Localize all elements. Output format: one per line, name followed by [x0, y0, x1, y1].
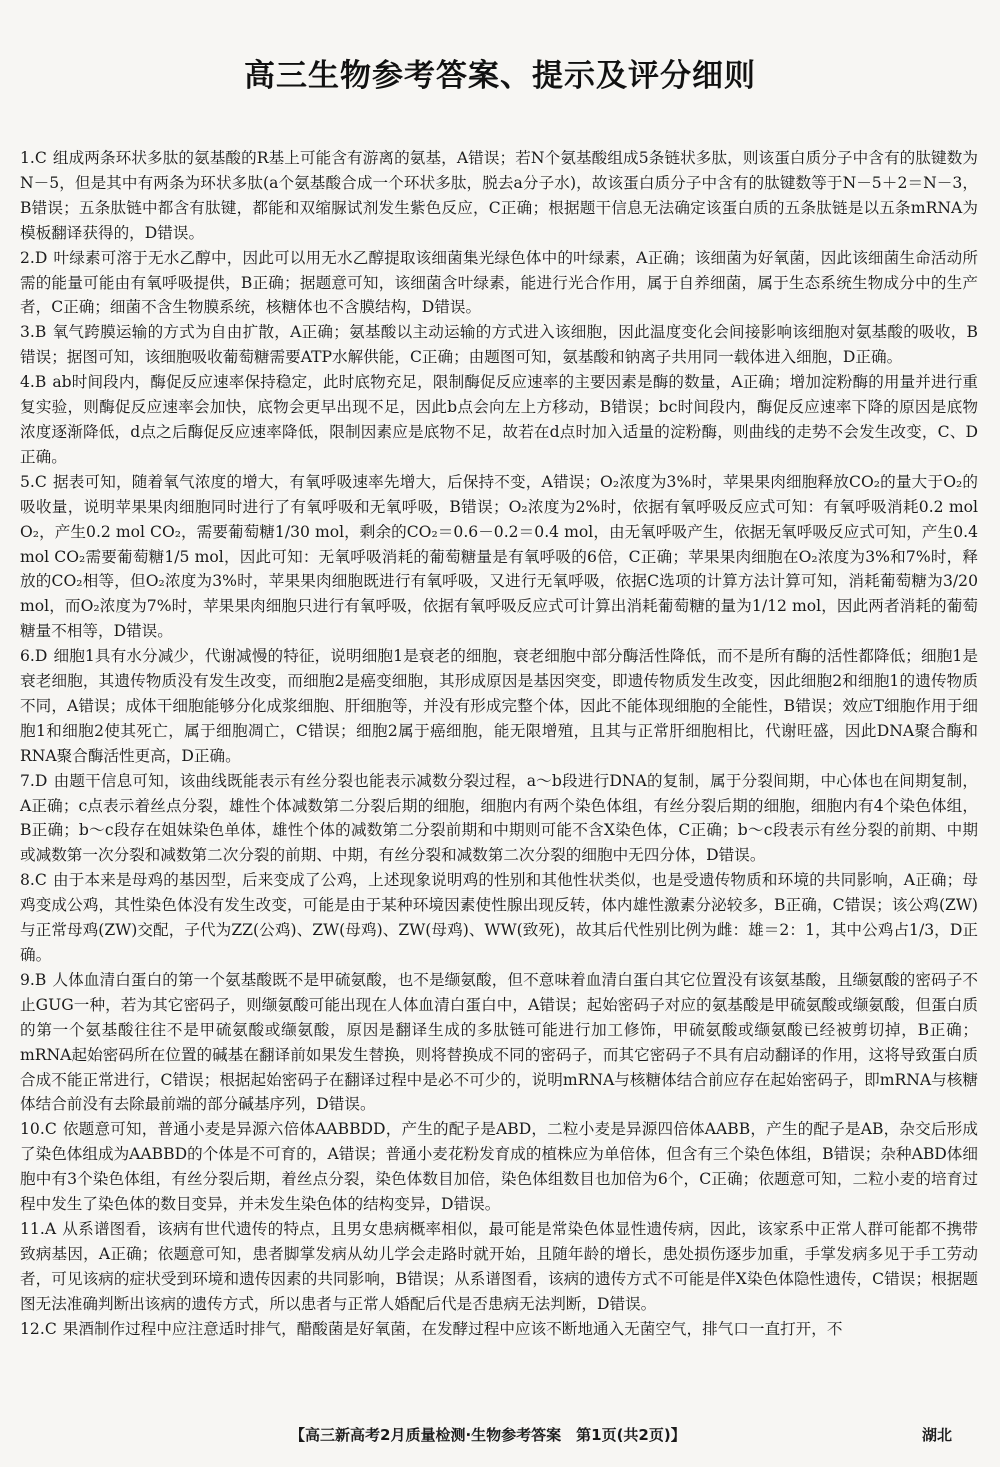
answer-number: 1. — [20, 149, 35, 167]
answer-explanation: 由题干信息可知，该曲线既能表示有丝分裂也能表示减数分裂过程，a～b段进行DNA的复制，属于分裂间期，中心体也在间期复制，A正确；c点表示着丝点分裂，雄性个体减数第二分裂后期的细胞，细胞内有两个染色体组，有丝分裂后期的细胞，细胞内有4个染色体组，B正确；b～c段存在姐妹染色单体，雄性个体的减数第二分裂前期和中期则可能不含X染色体，C正确；b～c段表示有丝分裂的前期、中期或减数第一次分裂和减数第二次分裂的前期、中期，有丝分裂和减数第二次分裂的细胞中无四分体，D错误。 — [20, 771, 978, 865]
answer-item — [20, 1217, 978, 1317]
answer-item — [20, 1117, 978, 1217]
answer-item — [20, 370, 978, 470]
footer-title: 【高三新高考2月质量检测·生物参考答案 第1页(共2页)】 — [290, 1426, 686, 1444]
answer-item — [20, 868, 978, 968]
answer-list — [20, 146, 978, 1342]
answer-number: 11. — [20, 1219, 45, 1238]
answer-choice: B — [34, 970, 47, 989]
answer-choice: A — [44, 1219, 57, 1238]
answer-explanation: 据表可知，随着氧气浓度的增大，有氧呼吸速率先增大，后保持不变，A错误；O₂浓度为3%时，苹果果肉细胞释放CO₂的量大于O₂的吸收量，说明苹果果肉细胞同时进行了有氧呼吸和无氧呼吸，B错误；O₂浓度为2%时，依据有氧呼吸反应式可知：有氧呼吸消耗0.2 mol O₂，产生0.2 mol CO₂，需要葡萄糖1/30 mol，剩余的CO₂＝0.6－0.2＝0.4 mol，由无氧呼吸产生，依据无氧呼吸反应式可知，产生0.4 mol CO₂需要葡萄糖1/5 mol，因此可知：无氧呼吸消耗的葡萄糖量是有氧呼吸的6倍，C正确；苹果果肉细胞在O₂浓度为3%和7%时，释放的CO₂相等，但O₂浓度为3%时，苹果果肉细胞既进行有氧呼吸，又进行无氧呼吸，依据C选项的计算方法计算可知，消耗葡萄糖为3/20 mol，而O₂浓度为7%时，苹果果肉细胞只进行有氧呼吸，依据有氧呼吸反应式可计算出消耗葡萄糖的量为1/12 mol，因此两者消耗的葡萄糖量不相等，D错误。 — [20, 472, 978, 641]
answer-explanation: 人体血清白蛋白的第一个氨基酸既不是甲硫氨酸，也不是缬氨酸，但不意味着血清白蛋白其它位置没有该氨基酸，且缬氨酸的密码子不止GUG一种，若为其它密码子，则缬氨酸可能出现在人体血清白蛋白中，A错误；起始密码子对应的氨基酸是甲硫氨酸或缬氨酸，但蛋白质的第一个氨基酸往往不是甲硫氨酸或缬氨酸，原因是翻译生成的多肽链可能进行加工修饰，甲硫氨酸或缬氨酸已经被剪切掉，B正确；mRNA起始密码所在位置的碱基在翻译前如果发生替换，则将替换成不同的密码子，而其它密码子不具有启动翻译的作用，这将导致蛋白质合成不能正常进行，C错误；根据起始密码子在翻译过程中是必不可少的，说明mRNA与核糖体结合前应存在起始密码子，即mRNA与核糖体结合前没有去除最前端的部分碱基序列，D错误。 — [20, 970, 978, 1114]
answer-item — [20, 470, 978, 644]
answer-choice: D — [34, 647, 48, 666]
answer-number: 6. — [20, 647, 35, 666]
answer-number: 2. — [20, 248, 35, 267]
answer-item — [20, 644, 978, 769]
answer-number: 10. — [20, 1120, 45, 1139]
answer-number: 4. — [20, 373, 35, 392]
answer-explanation: 细胞1具有水分减少，代谢减慢的特征，说明细胞1是衰老的细胞，衰老细胞中部分酶活性降低，而不是所有酶的活性都降低；细胞1是衰老细胞，其遗传物质没有发生改变，而细胞2是癌变细胞，其形成原因是基因突变，即遗传物质发生改变，因此细胞2和细胞1的遗传物质不同，A错误；成体干细胞能够分化成浆细胞、肝细胞等，并没有形成完整个体，因此不能体现细胞的全能性，B错误；效应T细胞作用于细胞1和细胞2使其死亡，属于细胞凋亡，C错误；细胞2属于癌细胞，能无限增殖，且其与正常肝细胞相比，代谢旺盛，因此DNA聚合酶和RNA聚合酶活性更高，D正确。 — [20, 647, 978, 765]
footer-region: 湖北 — [921, 1426, 952, 1444]
answer-item — [20, 320, 978, 370]
answer-explanation: 氧气跨膜运输的方式为自由扩散，A正确；氨基酸以主动运输的方式进入该细胞，因此温度变化会间接影响该细胞对氨基酸的吸收，B错误；据图可知，该细胞吸收葡萄糖需要ATP水解供能，C正确；由题图可知，氨基酸和钠离子共用同一载体进入细胞，D正确。 — [20, 323, 978, 367]
answer-number: 5. — [20, 472, 35, 491]
answer-number: 7. — [20, 771, 35, 790]
answer-number: 3. — [20, 323, 35, 342]
answer-choice: B — [34, 323, 47, 342]
answer-explanation: 依题意可知，普通小麦是异源六倍体AABBDD，产生的配子是ABD，二粒小麦是异源四倍体AABB，产生的配子是AB，杂交后形成了染色体组成为AABBD的个体是不可育的，A错误；普通小麦花粉发育成的植株应为单倍体，但含有三个染色体组，B错误；杂种ABD体细胞中有3个染色体组，有丝分裂后期，着丝点分裂，染色体数目加倍，染色体组数目也加倍为6个，C正确；依题意可知，二粒小麦的培育过程中发生了染色体的数目变异，并未发生染色体的结构变异，D错误。 — [20, 1120, 978, 1214]
answer-explanation: 组成两条环状多肽的氨基酸的R基上可能含有游离的氨基，A错误；若N个氨基酸组成5条链状多肽，则该蛋白质分子中含有的肽键数为N－5，但是其中有两条为环状多肽(a个氨基酸合成一个环状多肽，脱去a分子水)，故该蛋白质分子中含有的肽键数等于N－5＋2＝N－3，B错误；五条肽链中都含有肽键，都能和双缩脲试剂发生紫色反应，C正确；根据题干信息无法确定该蛋白质的五条肽链是以五条mRNA为模板翻译获得的，D错误。 — [20, 149, 978, 242]
answer-choice: C — [44, 1120, 57, 1139]
answer-choice: D — [34, 771, 48, 790]
answer-choice: B — [34, 373, 47, 392]
page-title: 高三生物参考答案、提示及评分细则 — [244, 58, 756, 94]
answer-choice: C — [34, 149, 47, 167]
answer-explanation: ab时间段内，酶促反应速率保持稳定，此时底物充足，限制酶促反应速率的主要因素是酶的数量，A正确；增加淀粉酶的用量并进行重复实验，则酶促反应速率会加快，底物会更早出现不足，因此b点会向左上方移动，B错误；bc时间段内，酶促反应速率下降的原因是底物浓度逐渐降低，d点之后酶促反应速率降低，限制因素应是底物不足，故若在d点时加入适量的淀粉酶，则曲线的走势不会发生改变，C、D正确。 — [20, 373, 978, 466]
answer-number: 8. — [20, 871, 35, 890]
answer-choice: C — [44, 1319, 57, 1338]
answer-number: 9. — [20, 970, 35, 989]
answer-number: 12. — [20, 1319, 45, 1338]
answer-item — [20, 246, 978, 321]
answer-item — [20, 146, 978, 246]
answer-explanation: 由于本来是母鸡的基因型，后来变成了公鸡，上述现象说明鸡的性别和其他性状类似，也是受遗传物质和环境的共同影响，A正确；母鸡变成公鸡，其性染色体没有发生改变，可能是由于某种环境因素使性腺出现反转，体内雄性激素分泌较多，B正确，C错误；该公鸡(ZW)与正常母鸡(ZW)交配，子代为ZZ(公鸡)、ZW(母鸡)、ZW(母鸡)、WW(致死)，故其后代性别比例为雌：雄＝2：1，其中公鸡占1/3，D正确。 — [20, 871, 978, 964]
answer-choice: C — [34, 472, 47, 491]
answer-item — [20, 1317, 978, 1342]
answer-choice: C — [34, 871, 47, 890]
answer-explanation: 果酒制作过程中应注意适时排气，醋酸菌是好氧菌，在发酵过程中应该不断地通入无菌空气，排气口一直打开，不 — [62, 1319, 843, 1338]
answer-item — [20, 769, 978, 869]
answer-item — [20, 968, 978, 1117]
answer-choice: D — [34, 248, 48, 267]
answer-explanation: 叶绿素可溶于无水乙醇中，因此可以用无水乙醇提取该细菌集光绿色体中的叶绿素，A正确；该细菌为好氧菌，因此该细菌生命活动所需的能量可能由有氧呼吸提供，B正确；据题意可知，该细菌含叶绿素，能进行光合作用，属于自养细菌，属于生态系统生物成分中的生产者，C正确；细菌不含生物膜系统，核糖体也不含膜结构，D错误。 — [20, 248, 978, 317]
answer-explanation: 从系谱图看，该病有世代遗传的特点，且男女患病概率相似，最可能是常染色体显性遗传病，因此，该家系中正常人群可能都不携带致病基因，A正确；依题意可知，患者脚掌发病从幼儿学会走路时就开始，且随年龄的增长，患处损伤逐步加重，手掌发病多见于手工劳动者，可见该病的症状受到环境和遗传因素的共同影响，B错误；从系谱图看，该病的遗传方式不可能是伴X染色体隐性遗传，C错误；根据题图无法准确判断出该病的遗传方式，所以患者与正常人婚配后代是否患病无法判断，D错误。 — [20, 1219, 978, 1313]
